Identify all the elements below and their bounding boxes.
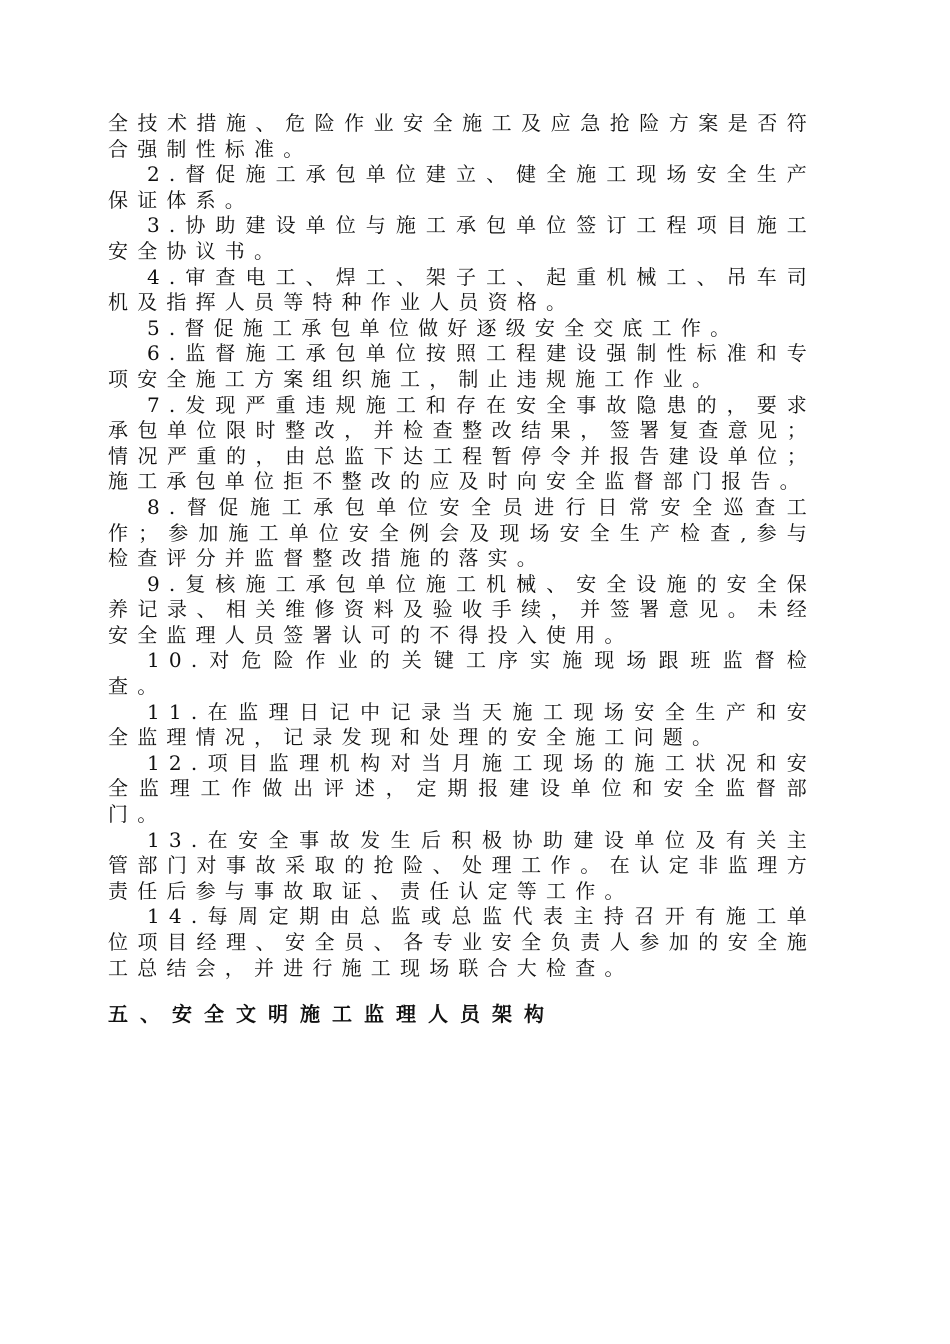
list-item-6: 6.监督施工承包单位按照工程建设强制性标准和专项安全施工方案组织施工，制止违规施工作业。 — [108, 341, 816, 391]
list-item-10: 10.对危险作业的关键工序实施现场跟班监督检查。 — [108, 648, 816, 699]
list-item-8: 8.督促施工承包单位安全员进行日常安全巡查工作；参加施工单位安全例会及现场安全生产检查,参与检查评分并监督整改措施的落实。 — [108, 494, 816, 571]
list-item-3: 3.协助建设单位与施工承包单位签订工程项目施工安全协议书。 — [108, 213, 816, 263]
section-heading: 五、安全文明施工监理人员架构 — [108, 1002, 556, 1027]
paragraph-continuation: 全技术措施、危险作业安全施工及应急抢险方案是否符合强制性标准。 — [108, 111, 816, 161]
list-item-13: 13.在安全事故发生后积极协助建设单位及有关主管部门对事故采取的抢险、处理工作。在认定非监理方责任后参与事故取证、责任认定等工作。 — [108, 827, 816, 903]
list-item-2: 2.督促施工承包单位建立、健全施工现场安全生产保证体系。 — [108, 162, 816, 212]
list-item-4: 4.审查电工、焊工、架子工、起重机械工、吊车司机及指挥人员等特种作业人员资格。 — [108, 264, 816, 315]
list-item-5: 5.督促施工承包单位做好逐级安全交底工作。 — [147, 315, 740, 340]
list-item-11: 11.在监理日记中记录当天施工现场安全生产和安全监理情况，记录发现和处理的安全施工问题。 — [108, 699, 816, 750]
list-item-7: 7.发现严重违规施工和存在安全事故隐患的，要求承包单位限时整改，并检查整改结果，签署复查意见；情况严重的，由总监下达工程暂停令并报告建设单位；施工承包单位拒不整改的应及时向安全监督部门报告。 — [108, 392, 816, 494]
list-item-9: 9.复核施工承包单位施工机械、安全设施的安全保养记录、相关维修资料及验收手续，并签署意见。未经安全监理人员签署认可的不得投入使用。 — [108, 571, 816, 647]
list-item-12: 12.项目监理机构对当月施工现场的施工状况和安全监理工作做出评述，定期报建设单位和安全监督部门。 — [108, 750, 816, 827]
document-page — [108, 111, 816, 1027]
list-item-14: 14.每周定期由总监或总监代表主持召开有施工单位项目经理、安全员、各专业安全负责人参加的安全施工总结会，并进行施工现场联合大检查。 — [108, 904, 816, 980]
